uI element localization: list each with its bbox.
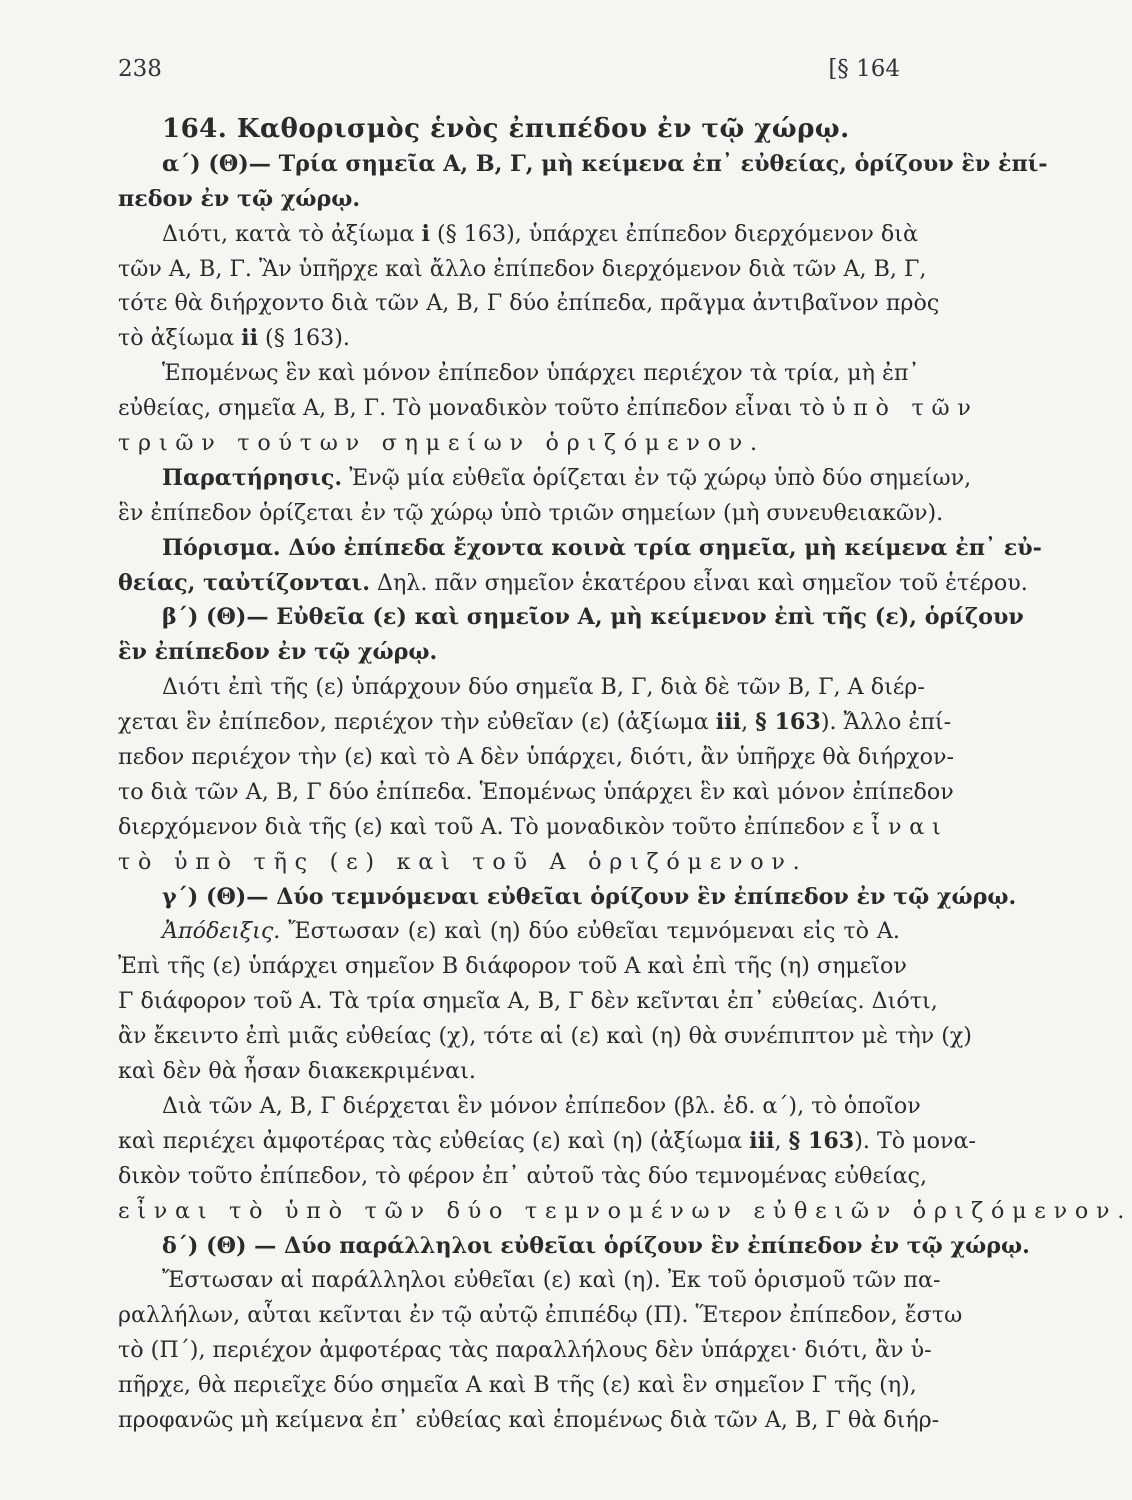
text-run: ὑπὸ τῶν	[831, 395, 979, 422]
text-run: Ἀπόδειξις.	[162, 918, 281, 945]
text-line	[118, 426, 900, 461]
text-line	[118, 252, 927, 287]
text-run: χεται ἓν ἐπίπεδον, περιέχον τὴν εὐθεῖαν (ε) (ἀξίωμα	[118, 709, 716, 736]
text-line	[118, 496, 944, 531]
text-run: το διὰ τῶν Α, Β, Γ δύο ἐπίπεδα. Ἑπομένως ὑπάρχει ἓν καὶ μόνον ἐπίπεδον	[118, 778, 954, 805]
text-line	[118, 984, 938, 1019]
text-run: θείας, ταὐτίζονται.	[118, 569, 370, 596]
text-run: εἶναι	[852, 813, 949, 840]
text-line	[118, 531, 1042, 566]
text-run: τὸ ἀξίωμα	[118, 325, 242, 352]
text-run: ). Ἄλλο ἐπί-	[820, 709, 952, 736]
text-run: ). Τὸ μονα-	[854, 1127, 976, 1154]
text-line	[118, 356, 920, 391]
text-line	[118, 566, 1028, 601]
text-run: Ἔστωσαν (ε) καὶ (η) δύο εὐθεῖαι τεμνόμεναι εἰς τὸ Α.	[280, 918, 900, 945]
text-line	[118, 391, 979, 426]
text-run: iii	[715, 709, 742, 736]
text-line	[118, 1019, 972, 1054]
text-run: ἂν ἔκειντο ἐπὶ μιᾶς εὐθείας (χ), τότε αἱ (ε) καὶ (η) θὰ συνέπιπτον μὲ τὴν (χ)	[118, 1023, 972, 1050]
text-run: (§ 163), ὑπάρχει ἐπίπεδον διερχόμενον διὰ	[429, 220, 918, 247]
text-run: εὐθείας, σημεῖα Α, Β, Γ. Τὸ μοναδικὸν τοῦτο ἐπίπεδον εἶναι τὸ	[118, 395, 832, 422]
text-run: δ΄) (Θ) — Δύο παράλληλοι εὐθεῖαι ὁρίζουν ἓν ἐπίπεδον ἐν τῷ χώρῳ.	[162, 1232, 1030, 1259]
text-run: τῶν Α, Β, Γ. Ἂν ὑπῆρχε καὶ ἄλλο ἐπίπεδον διερχόμενον διὰ τῶν Α, Β, Γ,	[118, 255, 927, 282]
text-line	[118, 1229, 1030, 1264]
text-run: πῆρχε, θὰ περιεῖχε δύο σημεῖα Α καὶ Β τῆς (ε) καὶ ἓν σημεῖον Γ τῆς (η),	[118, 1372, 917, 1399]
text-line	[118, 1298, 963, 1333]
text-run: πεδον ἐν τῷ χώρῳ.	[118, 185, 361, 212]
text-run: τότε θὰ διήρχοντο διὰ τῶν Α, Β, Γ δύο ἐπίπεδα, πρᾶγμα ἀντιβαῖνον πρὸς	[118, 290, 940, 317]
body-text	[118, 112, 1132, 1438]
text-line	[118, 845, 900, 880]
text-line	[118, 182, 900, 217]
text-run: Ἑπομένως ἓν καὶ μόνον ἐπίπεδον ὑπάρχει περιέχον τὰ τρία, μὴ ἐπ᾽	[162, 360, 920, 387]
text-run: Πόρισμα. Δύο ἐπίπεδα ἔχοντα κοινὰ τρία σημεῖα, μὴ κείμενα ἐπ᾽ εὐ-	[162, 534, 1042, 561]
text-run: Διὰ τῶν Α, Β, Γ διέρχεται ἓν μόνον ἐπίπεδον (βλ. ἐδ. α΄), τὸ ὁποῖον	[162, 1092, 921, 1119]
text-run: Ἐνῷ μία εὐθεῖα ὁρίζεται ἐν τῷ χώρῳ ὑπὸ δύο σημείων,	[342, 464, 972, 491]
text-run: ,	[741, 709, 756, 736]
text-line	[118, 914, 900, 949]
text-run: τριῶν τούτων σημείων ὁριζόμενον.	[118, 430, 765, 457]
text-line	[118, 1194, 1132, 1229]
text-line	[118, 635, 900, 670]
text-run: εἶναι τὸ ὑπὸ τῶν δύο τεμνομένων εὐθειῶν ὁριζόμενον.	[118, 1197, 1132, 1224]
text-line	[118, 1368, 917, 1403]
text-run: Ἐπὶ τῆς (ε) ὑπάρχει σημεῖον Β διάφορον τοῦ Α καὶ ἐπὶ τῆς (η) σημεῖον	[118, 953, 907, 980]
text-run: (§ 163).	[258, 325, 350, 352]
text-run: Παρατήρησις.	[162, 464, 343, 491]
text-line	[118, 461, 972, 496]
text-run: τὸ (Π΄), περιέχον ἀμφοτέρας τὰς παραλλήλους δὲν ὑπάρχει· διότι, ἂν ὑ-	[118, 1337, 932, 1364]
text-run: δικὸν τοῦτο ἐπίπεδον, τὸ φέρον ἐπ᾽ αὐτοῦ τὰς δύο τεμνομένας εὐθείας,	[118, 1162, 928, 1189]
text-run: β΄) (Θ)— Εὐθεῖα (ε) καὶ σημεῖον Α, μὴ κείμενον ἐπὶ τῆς (ε), ὁρίζουν	[162, 604, 1024, 631]
text-run: καὶ δὲν θὰ ἦσαν διακεκριμέναι.	[118, 1058, 476, 1085]
text-line	[118, 147, 1048, 182]
text-run: Γ διάφορον τοῦ Α. Τὰ τρία σημεῖα Α, Β, Γ δὲν κεῖνται ἐπ᾽ εὐθείας. Διότι,	[118, 988, 938, 1015]
text-line	[118, 286, 940, 321]
text-line	[118, 670, 925, 705]
text-run: τὸ ὑπὸ τῆς (ε) καὶ τοῦ Α ὁριζόμενον.	[118, 848, 808, 875]
text-line	[118, 1403, 940, 1438]
text-run: § 163	[755, 709, 821, 736]
text-line	[118, 880, 1017, 915]
text-line	[118, 1089, 921, 1124]
text-run: iii	[749, 1127, 775, 1154]
text-line	[118, 1054, 900, 1089]
text-line	[118, 1124, 976, 1159]
text-run: καὶ περιέχει ἀμφοτέρας τὰς εὐθείας (ε) καὶ (η) (ἀξίωμα	[118, 1127, 750, 1154]
text-run: § 163	[788, 1127, 855, 1154]
text-run: Διότι, κατὰ τὸ ἀξίωμα	[162, 220, 422, 247]
text-line	[118, 217, 918, 252]
text-run: προφανῶς μὴ κείμενα ἐπ᾽ εὐθείας καὶ ἑπομένως διὰ τῶν Α, Β, Γ θὰ διήρ-	[118, 1406, 940, 1433]
text-run: διερχόμενον διὰ τῆς (ε) καὶ τοῦ Α. Τὸ μοναδικὸν τοῦτο ἐπίπεδον	[118, 813, 853, 840]
text-line	[118, 949, 907, 984]
text-line	[118, 775, 954, 810]
section-reference: [§ 164	[828, 56, 900, 82]
text-run: ἓν ἐπίπεδον ὁρίζεται ἐν τῷ χώρῳ ὑπὸ τριῶν σημείων (μὴ συνευθειακῶν).	[118, 499, 944, 526]
text-run: Δηλ. πᾶν σημεῖον ἑκατέρου εἶναι καὶ σημεῖον τοῦ ἑτέρου.	[369, 569, 1028, 596]
text-run: α΄) (Θ)— Τρία σημεῖα Α, Β, Γ, μὴ κείμενα ἐπ᾽ εὐθείας, ὁρίζουν ἓν ἐπί-	[162, 150, 1048, 177]
page-number: 238	[118, 56, 162, 82]
text-run: i	[421, 220, 430, 247]
text-run: ἓν ἐπίπεδον ἐν τῷ χώρῳ.	[118, 639, 438, 666]
text-run: ,	[774, 1127, 789, 1154]
text-line	[118, 1333, 932, 1368]
text-run: πεδον περιέχον τὴν (ε) καὶ τὸ Α δὲν ὑπάρχει, διότι, ἂν ὑπῆρχε θὰ διήρχον-	[118, 744, 954, 771]
text-run: γ΄) (Θ)— Δύο τεμνόμεναι εὐθεῖαι ὁρίζουν ἓν ἐπίπεδον ἐν τῷ χώρῳ.	[162, 883, 1017, 910]
section-title: 164. Καθορισμὸς ἑνὸς ἐπιπέδου ἐν τῷ χώρῳ.	[162, 114, 850, 144]
text-line	[118, 740, 954, 775]
text-line	[118, 1159, 928, 1194]
text-run: ii	[241, 325, 258, 352]
text-line	[118, 810, 949, 845]
page-header	[118, 56, 900, 92]
text-run: ραλλήλων, αὗται κεῖνται ἐν τῷ αὐτῷ ἐπιπέδῳ (Π). Ἕτερον ἐπίπεδον, ἔστω	[118, 1302, 963, 1329]
text-run: Ἔστωσαν αἱ παράλληλοι εὐθεῖαι (ε) καὶ (η). Ἐκ τοῦ ὁρισμοῦ τῶν πα-	[162, 1267, 941, 1294]
text-line	[118, 600, 1024, 635]
text-line	[118, 321, 900, 356]
text-line	[118, 1263, 941, 1298]
text-run: Διότι ἐπὶ τῆς (ε) ὑπάρχουν δύο σημεῖα Β, Γ, διὰ δὲ τῶν Β, Γ, Α διέρ-	[162, 674, 925, 701]
text-line	[118, 705, 952, 740]
